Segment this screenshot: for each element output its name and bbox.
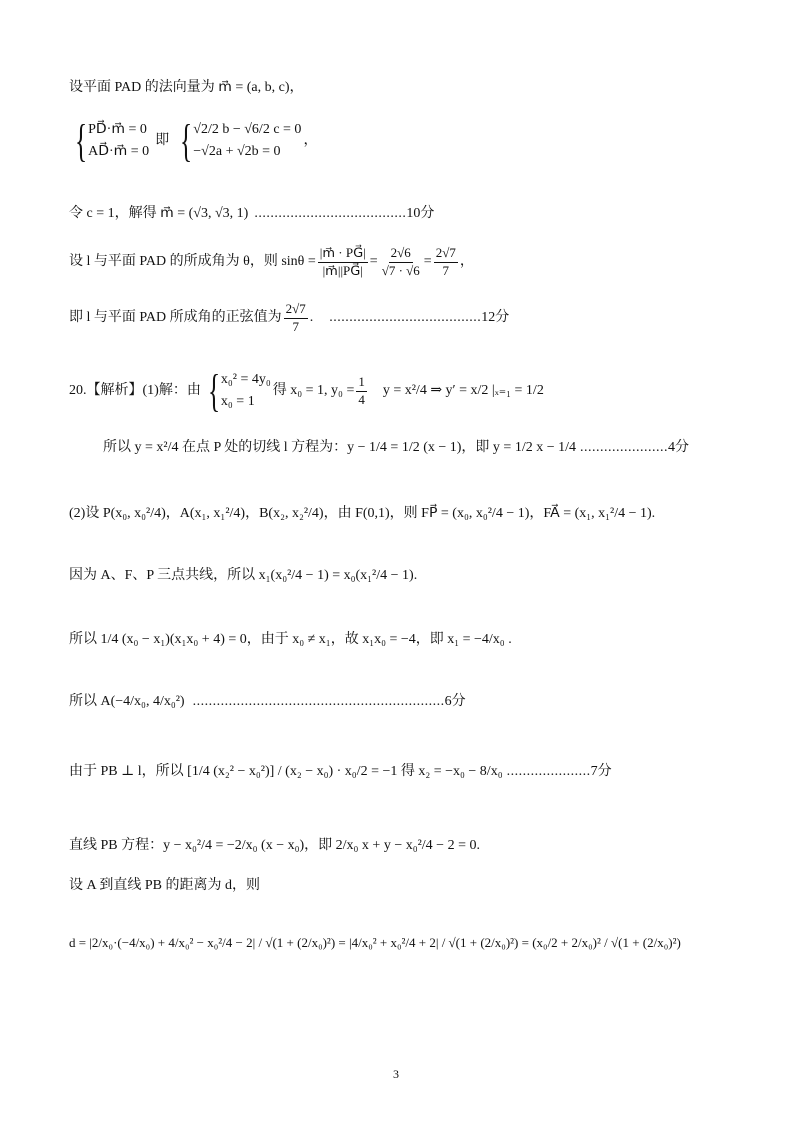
numerator: 2√6 — [389, 246, 413, 263]
line-text: 设平面 PAD 的法向量为 m⃗ = (a, b, c)， — [69, 80, 304, 95]
line-sin-theta: 设 l 与平面 PAD 的所成角为 θ，则 sinθ = $\frac{|m⃗ \cdot PG⃗|}{|m⃗||PG⃗|}$ = $\frac{2√6}{√7 \cdot √6}$ = $\frac{2√7}{7}$ ， — [69, 245, 474, 278]
score-label: 7分 — [590, 764, 612, 779]
line-text: 因为 A、F、P 三点共线，所以 x₁(x₀²/4 − 1) = x₀(x₁²/4 − 1). — [69, 568, 418, 583]
leader-dots: ...................... — [580, 440, 668, 455]
system-row: x₀² = 4y₀ — [220, 371, 271, 387]
system-row: −√2a + √2b = 0 — [193, 144, 281, 159]
numerator: 1 — [356, 375, 367, 392]
system-row: AD⃗·m⃗ = 0 — [88, 144, 150, 159]
fraction — [284, 302, 308, 335]
system-row: √2/2 b − √6/2 c = 0 — [193, 121, 302, 137]
system-right — [175, 115, 302, 166]
numerator: 2√7 — [284, 302, 308, 319]
numerator: 2√7 — [434, 246, 458, 263]
system-row: PD⃗·m⃗ = 0 — [88, 121, 147, 137]
fraction — [380, 246, 422, 279]
line-text: 所以 y = x²/4 在点 P 处的切线 l 方程为：y − 1/4 = 1/2 (x − 1)，即 y = 1/2 x − 1/4 — [103, 440, 576, 455]
line-end: ， — [303, 132, 318, 148]
line-text: 即 l 与平面 PAD 所成角的正弦值为 — [69, 310, 282, 326]
brace-icon: { — [180, 115, 193, 166]
score-label: 4分 — [668, 440, 689, 455]
denominator: 7 — [442, 262, 450, 278]
score-label: 6分 — [444, 694, 466, 709]
denominator: 4 — [358, 391, 365, 407]
leader-dots: ...................................... — [329, 310, 482, 326]
score-label: 10分 — [406, 206, 435, 221]
line-text: d = |2/x₀·(−4/x₀) + 4/x₀² − x₀²/4 − 2| / √(1 + (2/x₀)²) = |4/x₀² + x₀²/4 + 2| / √(1 + (2/x₀)²) = (x₀/2 + 2/x₀)² / √(1 + (2/x₀)²) — [69, 935, 681, 950]
line-normal-vector — [69, 80, 304, 96]
denominator: 7 — [292, 318, 299, 334]
line-q20-perpendicular — [69, 764, 612, 780]
line-text: 令 c = 1，解得 m⃗ = (√3, √3, 1) — [69, 206, 249, 221]
line-q20-point-a — [69, 694, 466, 710]
line-text: 所以 1/4 (x₀ − x₁)(x₁x₀ + 4) = 0，由于 x₀ ≠ x₁，故 x₁x₀ = −4，即 x₁ = −4/x₀ . — [69, 632, 512, 647]
system-left — [70, 115, 150, 166]
line-text: (2)设 P(x₀, x₀²/4)，A(x₁, x₁²/4)，B(x₂, x₂²/4)，由 F(0,1)，则 FP⃗ = (x₀, x₀²/4 − 1)，FA⃗ = (x₁, x₁²/4 − 1). — [69, 506, 656, 521]
numerator: |m⃗ · PG⃗| — [318, 246, 368, 263]
line-text: 设 A 到直线 PB 的距离为 d，则 — [69, 878, 260, 893]
line-text: 直线 PB 方程：y − x₀²/4 = −2/x₀ (x − x₀)，即 2/x₀ x + y − x₀²/4 − 2 = 0. — [69, 838, 480, 853]
leader-dots: ...................................... — [254, 206, 407, 221]
line-end: ， — [459, 254, 474, 270]
denominator: |m⃗||PG⃗| — [322, 262, 363, 278]
line-q20-distance-formula — [69, 936, 681, 951]
line-q20-pb-equation — [69, 838, 480, 854]
fraction — [356, 375, 367, 408]
question-label: 20.【解析】(1)解：由 — [69, 382, 201, 398]
line-text: 设 l 与平面 PAD 的所成角为 θ，则 sinθ = — [69, 254, 316, 270]
system-q20 — [203, 365, 271, 416]
line-text: 所以 A(−4/x₀, 4/x₀²) — [69, 694, 185, 709]
line-solve-m — [69, 206, 434, 222]
line-q20-part1 — [69, 365, 544, 416]
line-q20-product — [69, 632, 512, 648]
page-number: 3 — [393, 1067, 399, 1081]
line-q20-tangent — [103, 440, 689, 456]
brace-icon: { — [207, 365, 220, 416]
line-q20-collinear — [69, 568, 417, 584]
line-text: 得 x₀ = 1, y₀ = — [272, 382, 355, 398]
leader-dots: ..................... — [506, 764, 591, 779]
line-q20-distance-intro — [69, 878, 260, 894]
line-system-pad — [68, 115, 318, 166]
line-q20-points — [69, 506, 655, 522]
denominator: √7 · √6 — [381, 262, 420, 278]
line-text: 由于 PB ⊥ l，所以 [1/4 (x₂² − x₀²)] / (x₂ − x₀) · x₀/2 = −1 得 x₂ = −x₀ − 8/x₀ — [69, 764, 503, 779]
fraction — [434, 246, 458, 279]
line-sine-value: 即 l 与平面 PAD 所成角的正弦值为 $\frac{2√7}{7}$ . ...................................... 12分 — [69, 301, 510, 334]
derivative-text: y = x²/4 ⇒ y′ = x/2 |ₓ₌₁ = 1/2 — [382, 382, 544, 398]
system-row: x₀ = 1 — [220, 394, 255, 409]
score-label: 12分 — [481, 310, 510, 326]
fraction — [318, 246, 368, 279]
connector-text: 即 — [155, 132, 170, 148]
leader-dots: ............................................................... — [192, 694, 445, 709]
brace-icon: { — [74, 115, 88, 166]
